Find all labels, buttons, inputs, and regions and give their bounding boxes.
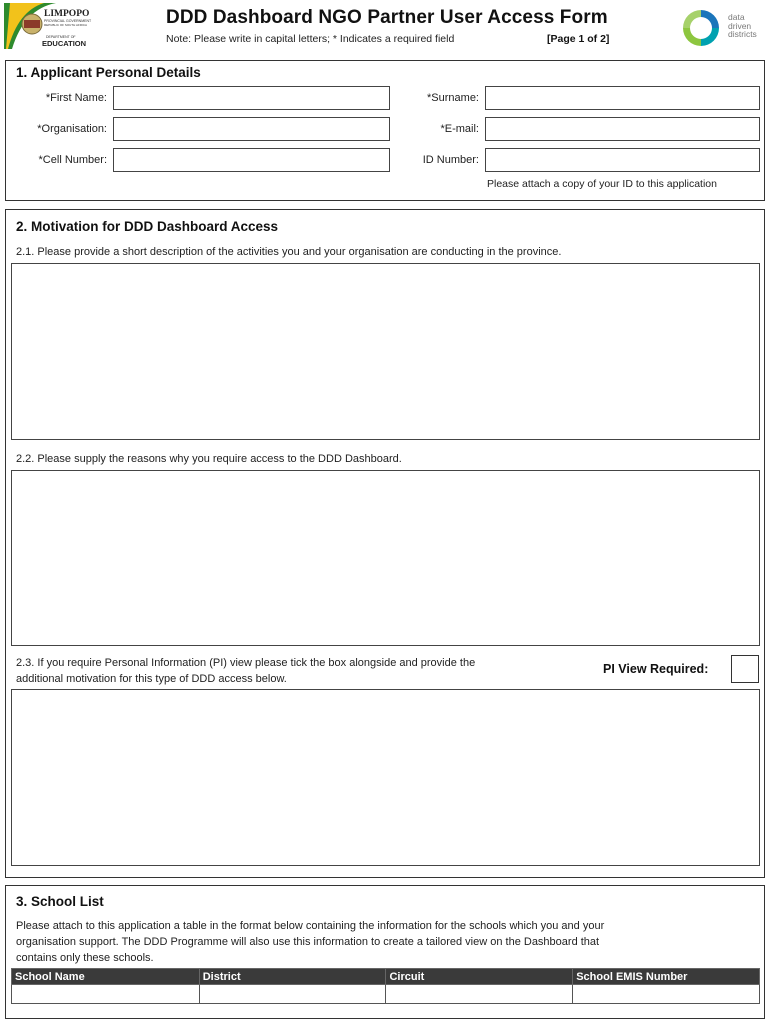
- activities-description-box[interactable]: [11, 263, 760, 440]
- section3-title: 3. School List: [16, 894, 104, 909]
- email-field[interactable]: [485, 117, 760, 141]
- logo-word-driven: driven: [728, 20, 752, 31]
- cell-number-label: *Cell Number:: [38, 154, 107, 166]
- school-list-para-line2: organisation support. The DDD Programme will also use this information to create a tailored view on the Dashboard that: [16, 936, 600, 948]
- pi-view-label: PI View Required:: [603, 662, 709, 676]
- access-reasons-box[interactable]: [11, 470, 760, 646]
- form-title: DDD Dashboard NGO Partner User Access Form: [166, 7, 608, 28]
- organisation-label: *Organisation:: [37, 123, 107, 135]
- first-name-label: *First Name:: [45, 92, 107, 104]
- section2-title: 2. Motivation for DDD Dashboard Access: [16, 219, 279, 234]
- surname-field[interactable]: [485, 86, 760, 110]
- logo-text-line3: REPUBLIC OF SOUTH AFRICA: [44, 23, 88, 27]
- col-school-name: School Name: [12, 969, 200, 985]
- school-list-para-line3: contains only these schools.: [16, 952, 154, 964]
- col-district: District: [199, 969, 386, 985]
- table-cell[interactable]: [386, 985, 573, 1004]
- email-label: *E-mail:: [440, 123, 479, 135]
- cell-number-field[interactable]: [113, 148, 390, 172]
- section1-title: 1. Applicant Personal Details: [16, 65, 201, 80]
- first-name-field[interactable]: [113, 86, 390, 110]
- table-cell[interactable]: [12, 985, 200, 1004]
- logo-text-line1: LIMPOPO: [44, 9, 90, 19]
- school-list-para-line1: Please attach to this application a table in the format below containing the information for the schools which you and your: [16, 920, 605, 932]
- table-cell[interactable]: [573, 985, 760, 1004]
- logo-word-data: data: [728, 12, 745, 22]
- question-2-3-line2: additional motivation for this type of DDD access below.: [16, 673, 287, 685]
- section-applicant-details: [5, 60, 765, 201]
- data-driven-districts-logo: [680, 8, 768, 48]
- col-emis-number: School EMIS Number: [573, 969, 760, 985]
- logo-text-line4: DEPARTMENT OF: [46, 35, 76, 39]
- section-school-list: [5, 885, 765, 1019]
- logo-text-line2: PROVINCIAL GOVERNMENT: [44, 19, 92, 23]
- logo-word-districts: districts: [728, 29, 757, 39]
- surname-label: *Surname:: [427, 92, 479, 104]
- table-header-row: [12, 969, 760, 985]
- school-list-table: [11, 968, 760, 1004]
- logo-text-line5: EDUCATION: [42, 39, 87, 48]
- pi-motivation-box[interactable]: [11, 689, 760, 866]
- limpopo-education-logo: [4, 3, 116, 49]
- question-2-2: 2.2. Please supply the reasons why you require access to the DDD Dashboard.: [16, 453, 402, 465]
- id-number-label: ID Number:: [422, 154, 479, 166]
- form-note: Note: Please write in capital letters; * Indicates a required field: [166, 33, 455, 45]
- id-number-field[interactable]: [485, 148, 760, 172]
- section-motivation: [5, 209, 765, 878]
- table-row: [12, 985, 760, 1004]
- question-2-1: 2.1. Please provide a short description of the activities you and your organisation are conducting in the province.: [16, 246, 562, 258]
- organisation-field[interactable]: [113, 117, 390, 141]
- col-circuit: Circuit: [386, 969, 573, 985]
- question-2-3-line1: 2.3. If you require Personal Information (PI) view please tick the box alongside and provide the: [16, 657, 476, 669]
- page-number: [Page 1 of 2]: [547, 33, 610, 45]
- form-header: [0, 0, 770, 52]
- pi-view-checkbox[interactable]: [731, 655, 759, 683]
- id-attach-note: Please attach a copy of your ID to this application: [487, 178, 717, 190]
- table-cell[interactable]: [199, 985, 386, 1004]
